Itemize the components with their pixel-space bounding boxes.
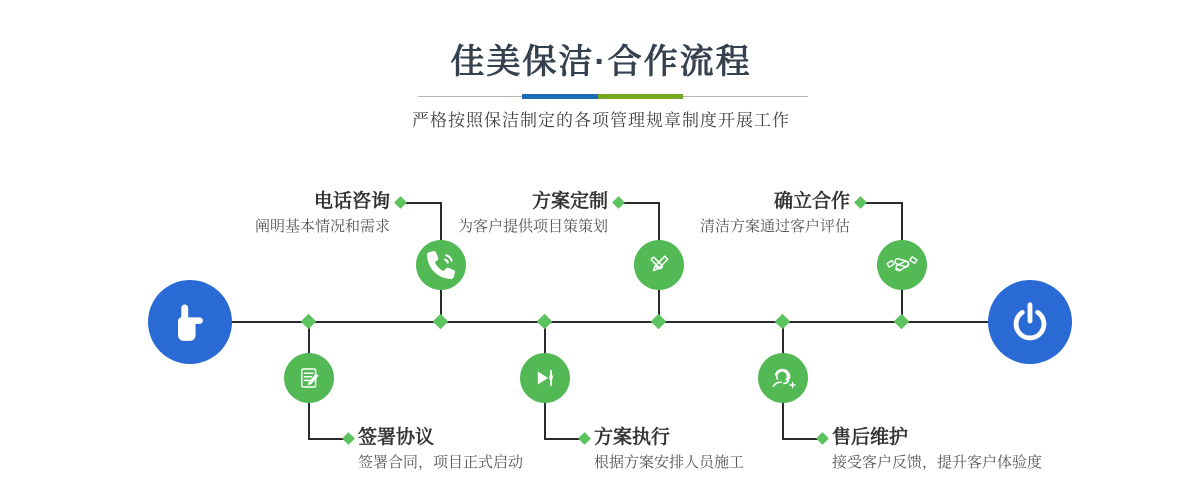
step-title: 方案执行 [594, 427, 671, 448]
step-desc: 阐明基本情况和需求 [254, 218, 390, 235]
timeline-diamond [301, 314, 317, 330]
page-title: 佳美保洁·合作流程 [450, 43, 752, 81]
step-desc: 清洁方案通过客户评估 [699, 218, 850, 235]
connector-line [308, 403, 310, 439]
step-desc: 接受客户反馈，提升客户体验度 [832, 454, 1043, 471]
design-pencils-icon [644, 250, 674, 280]
step-icon-circle [634, 240, 684, 290]
step-aftersales [832, 426, 1042, 473]
handshake-icon [886, 249, 918, 281]
timeline-diamond [537, 314, 553, 330]
label-diamond [342, 432, 355, 445]
play-icon [530, 363, 560, 393]
label-diamond [816, 432, 829, 445]
connector-line [658, 202, 660, 241]
step-title: 签署协议 [358, 427, 435, 448]
phone-icon [427, 251, 455, 279]
connector-line [861, 202, 902, 204]
contract-icon [294, 363, 324, 393]
timeline-diamond [651, 314, 667, 330]
step-execute [594, 426, 744, 473]
timeline-diamond [433, 314, 449, 330]
step-icon-circle [758, 353, 808, 403]
step-design [458, 190, 608, 237]
headset-icon [767, 362, 799, 394]
connector-line [544, 403, 546, 439]
label-diamond [854, 196, 867, 209]
label-diamond [394, 196, 407, 209]
step-sign [358, 426, 523, 473]
page-subtitle: 严格按照保洁制定的各项管理规章制度开展工作 [412, 111, 790, 130]
power-icon [1006, 298, 1054, 346]
divider-accent-blue [522, 94, 598, 99]
step-title: 电话咨询 [313, 191, 390, 212]
step-title: 方案定制 [531, 191, 608, 212]
connector-line [440, 202, 442, 241]
end-node [988, 280, 1072, 364]
step-icon-circle [284, 353, 334, 403]
step-desc: 根据方案安排人员施工 [594, 454, 745, 471]
step-phone [255, 190, 390, 237]
timeline-diamond [775, 314, 791, 330]
connector-line [901, 202, 903, 241]
divider-accent-green [598, 94, 683, 99]
step-title: 售后维护 [832, 427, 909, 448]
step-icon-circle [877, 240, 927, 290]
step-desc: 签署合同，项目正式启动 [358, 454, 524, 471]
step-title: 确立合作 [773, 191, 850, 212]
timeline-diamond [894, 314, 910, 330]
label-diamond [578, 432, 591, 445]
step-icon-circle [416, 240, 466, 290]
step-establish [700, 190, 850, 237]
step-desc: 为客户提供项目策策划 [457, 218, 608, 235]
start-node [148, 280, 232, 364]
pointing-hand-icon [167, 299, 213, 345]
step-icon-circle [520, 353, 570, 403]
label-diamond [612, 196, 625, 209]
connector-line [782, 403, 784, 439]
